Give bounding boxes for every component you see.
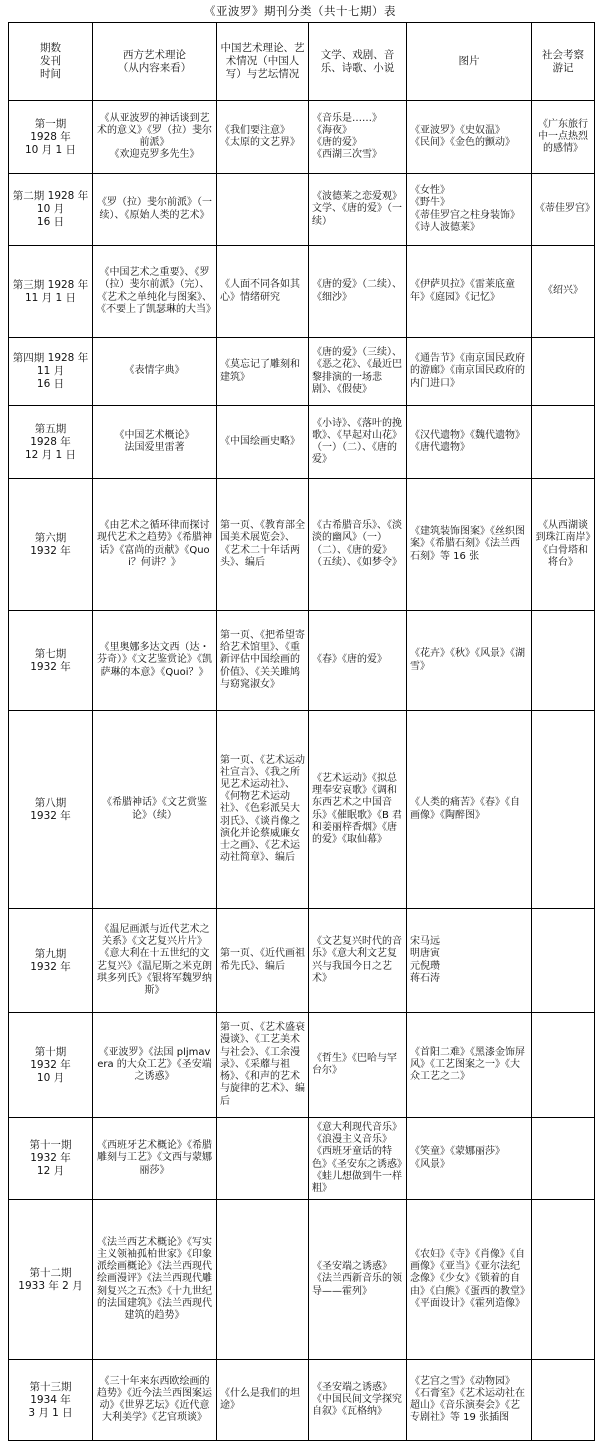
pictures-cell: 《汉代遗物》《魏代遗物》《唐代遗物》 [407,406,532,479]
pictures-cell: 《亚波罗》《史奴温》 《民间》《金色的颤动》 [407,101,532,174]
pictures-cell: 宋马远 明唐寅 元倪瓒 蒋石涛 [407,909,532,1013]
table-row [9,101,595,174]
header-pictures: 图片 [407,23,532,101]
table-row [9,1200,595,1360]
literature-cell: 《唐的爱》（三续）、《恶之花》、《最近巴黎排演的一场悲剧》、《假使》 [309,338,407,406]
header-chinese-theory: 中国艺术理论、艺术情况（中国人写）与艺坛情况 [217,23,309,101]
travel-cell [532,611,595,711]
travel-cell [532,1360,595,1441]
literature-cell: 《音乐是……》 《海夜》 《唐的爱》 《西湖三次雪》 [309,101,407,174]
issue-cell: 第十二期 1933 年 2 月 [9,1200,93,1360]
issue-cell: 第十一期 1932 年 12 月 [9,1118,93,1200]
western-theory-cell: 《法兰西艺术概论》《写实主义领袖孤柏世家》《印象派绘画概论》《法兰西现代绘画漫评》《法兰西现代雕刻复兴之五杰》《十九世纪的法国建筑》《法兰西现代建筑的趋势》 [93,1200,217,1360]
literature-cell: 《文艺复兴时代的音乐》《意大利文艺复兴与我国今日之艺术》 [309,909,407,1013]
pictures-cell: 《通告节》《南京国民政府的游廊》《南京国民政府的内门进口》 [407,338,532,406]
western-theory-cell: 《亚波罗》《法国 pljmavera 的大众工艺》《圣安端之诱惑》 [93,1013,217,1118]
issue-cell: 第一期 1928 年 10 月 1 日 [9,101,93,174]
literature-cell: 《唐的爱》（二续）、《细沙》 [309,246,407,338]
western-theory-cell: 《由艺术之循环律而探讨现代艺术之趋势》《希腊神话》《富尚的贡献》《Quoi？何讲？》 [93,479,217,611]
literature-cell: 《圣安端之诱惑》《中国民间文学探究自叙》《瓦格纳》 [309,1360,407,1441]
literature-cell: 《哲生》《巴哈与罕台尔》 [309,1013,407,1118]
western-theory-cell: 《中国艺术概论》 法国爱里雷著 [93,406,217,479]
issue-cell: 第六期 1932 年 [9,479,93,611]
travel-cell [532,711,595,909]
travel-cell: 《蒂佳罗宫》 [532,174,595,246]
travel-cell [532,1200,595,1360]
literature-cell: 《圣安端之诱惑》《法兰西新音乐的领导——霍列》 [309,1200,407,1360]
chinese-theory-cell: 《莫忘记了雕刻和建筑》 [217,338,309,406]
chinese-theory-cell: 《中国绘画史略》 [217,406,309,479]
periodical-table [8,22,595,1441]
issue-cell: 第九期 1932 年 [9,909,93,1013]
travel-cell [532,406,595,479]
pictures-cell: 《建筑装饰图案》《丝织图案》《希腊石刻》《法兰西石刻》等 16 张 [407,479,532,611]
literature-cell: 《春》《唐的爱》 [309,611,407,711]
table-row [9,174,595,246]
table-row [9,479,595,611]
pictures-cell: 《女性》 《野牛》 《蒂佳罗宫之柱身装饰》《诗人波德莱》 [407,174,532,246]
literature-cell: 《艺术运动》《拟总理奉安哀歌》《调和东西艺术之中国音乐》《催眠歌》《B 君和姜丽梓香烟》《唐的爱》《取仙幕》 [309,711,407,909]
chinese-theory-cell: 第一页、《艺术盛衰漫谈》、《工艺美术与社会》、《工余漫录》、《采蘼与祖杨》、《和声的艺术与旋律的艺术》、编后 [217,1013,309,1118]
literature-cell: 《小诗》、《落叶的挽歌》、《早起对山花》（一）（二）、《唐的爱》 [309,406,407,479]
travel-cell: 《从西湖谈到珠江南岸》《白骨塔和将台》 [532,479,595,611]
western-theory-cell: 《温尼画派与近代艺术之关系》《文艺复兴片片》《意大利在十五世纪的文艺复兴》《温尼斯之米克朗琪多列氏》《银将军魏罗纳斯》 [93,909,217,1013]
travel-cell [532,1118,595,1200]
chinese-theory-cell: 第一页、《艺术运动社宣言》、《我之所见艺术运动社》、《何物艺术运动社》、《色彩派吴大羽氏》、《谈肖像之演化并论蔡威廉女士之画》、《艺术运动社简章》、编后 [217,711,309,909]
header-row [9,23,595,101]
western-theory-cell: 《从亚波罗的神话谈到艺术的意义》《罗（拉）斐尔前派》 《欢迎克罗多先生》 [93,101,217,174]
header-western-theory: 西方艺术理论 （从内容来看） [93,23,217,101]
western-theory-cell: 《中国艺术之重要》、《罗（拉）斐尔前派》（完）、《艺术之单纯化与图案》、《不要上了凯瑟琳的大当》 [93,246,217,338]
western-theory-cell: 《里奥娜多达文西（达・芬奇）》《文艺鉴赏论》《凯萨琳的本意》《Quoi？》 [93,611,217,711]
table-row [9,246,595,338]
literature-cell: 《意大利现代音乐》《浪漫主义音乐》《西班牙童话的特色》《圣安东之诱惑》《蛙儿想做到牛一样粗》 [309,1118,407,1200]
pictures-cell: 《花卉》《秋》《风景》《湖雪》 [407,611,532,711]
pictures-cell: 《首阳二难》《黑漆金饰屏风》《工艺图案之一》《大众工艺之二》 [407,1013,532,1118]
chinese-theory-cell: 第一页、《把希望寄给艺术馆里》、《重新评估中国绘画的价值》、《关关雎鸠与窈窕淑女》 [217,611,309,711]
literature-cell: 《波德莱之恋爱观》文学、《唐的爱》（一续） [309,174,407,246]
pictures-cell: 《人类的痛苦》《春》《自画像》《陶醉图》 [407,711,532,909]
travel-cell [532,338,595,406]
issue-cell: 第四期 1928 年 11 月 16 日 [9,338,93,406]
travel-cell [532,909,595,1013]
table-title: 《亚波罗》期刊分类（共十七期）表 [204,4,396,18]
issue-cell: 第八期 1932 年 [9,711,93,909]
travel-cell: 《广东旅行中一点热烈的感情》 [532,101,595,174]
issue-cell: 第十三期 1934 年 3 月 1 日 [9,1360,93,1441]
issue-cell: 第七期 1932 年 [9,611,93,711]
pictures-cell: 《农妇》《寺》《肖像》《自画像》《亚当》《亚尔法纪念像》《少女》《锁着的自由》《白熊》《蛋西的教堂》《平面设计》《霍列造像》 [407,1200,532,1360]
chinese-theory-cell: 第一页、《近代画祖希先氏》、编后 [217,909,309,1013]
chinese-theory-cell: 第一页、《教育部全国美术展览会》、《艺术二十年话两头》、编后 [217,479,309,611]
header-literature: 文学、戏剧、音乐、诗歌、小说 [309,23,407,101]
western-theory-cell: 《希腊神话》《文艺赏鉴论》（续） [93,711,217,909]
table-row [9,1013,595,1118]
western-theory-cell: 《表情字典》 [93,338,217,406]
western-theory-cell: 《西班牙艺术概论》《希腊雕刻与工艺》《文西与蒙娜丽莎》 [93,1118,217,1200]
chinese-theory-cell: 《我们要注意》 《太原的文艺界》 [217,101,309,174]
table-row [9,711,595,909]
issue-cell: 第五期 1928 年 12 月 1 日 [9,406,93,479]
issue-cell: 第三期 1928 年 11 月 1 日 [9,246,93,338]
literature-cell: 《古希腊音乐》、《淡淡的幽风》（一）（二）、《唐的爱》（五续）、《如梦令》 [309,479,407,611]
chinese-theory-cell [217,174,309,246]
pictures-cell: 《笑童》《蒙娜丽莎》 《风景》 [407,1118,532,1200]
chinese-theory-cell: 《人面不同各如其心》情绪研究 [217,246,309,338]
travel-cell [532,1013,595,1118]
western-theory-cell: 《罗（拉）斐尔前派》（一续）、《原始人类的艺术》 [93,174,217,246]
header-travel: 社会考察 游记 [532,23,595,101]
pictures-cell: 《伊萨贝拉》《雷莱底童年》《庭园》《记忆》 [407,246,532,338]
pictures-cell: 《艺宫之雪》《动物园》《石膏室》《艺术运动社在超山》《音乐演奏会》《艺专剧社》等 19 张插图 [407,1360,532,1441]
issue-cell: 第二期 1928 年 10 月 16 日 [9,174,93,246]
table-row [9,1118,595,1200]
chinese-theory-cell [217,1200,309,1360]
header-issue: 期数 发刊 时间 [9,23,93,101]
chinese-theory-cell [217,1118,309,1200]
issue-cell: 第十期 1932 年 10 月 [9,1013,93,1118]
table-row [9,611,595,711]
table-row [9,1360,595,1441]
table-row [9,338,595,406]
table-row [9,909,595,1013]
travel-cell: 《绍兴》 [532,246,595,338]
table-row [9,406,595,479]
chinese-theory-cell: 《什么是我们的坦途》 [217,1360,309,1441]
western-theory-cell: 《三十年来东西欧绘画的趋势》《近今法兰西图案运动》《世界艺坛》《近代意大利美学》《艺官琐谈》 [93,1360,217,1441]
